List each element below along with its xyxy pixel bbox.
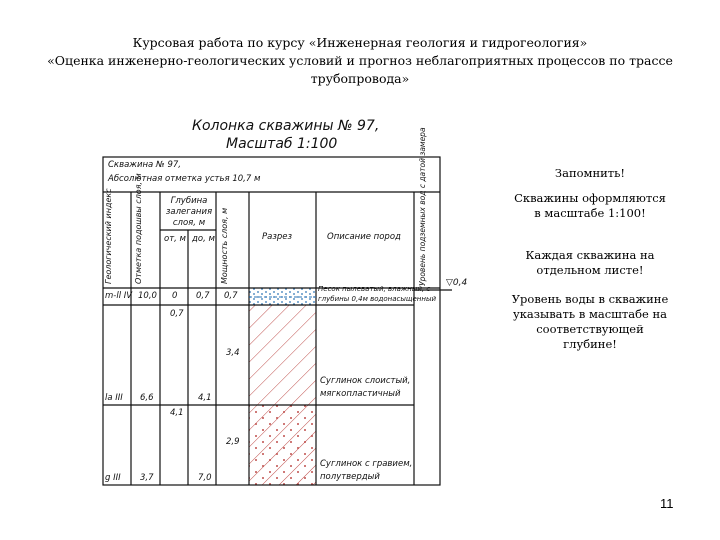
layer-3-index: g III: [105, 473, 121, 483]
note-one-sheet: Каждая скважина на отдельном листе!: [525, 248, 655, 277]
layer-3-to: 7,0: [198, 473, 212, 483]
water-level-marker: ▽0,4: [446, 278, 468, 288]
column-title: Колонка скважины № 97,: [192, 118, 380, 134]
section-fills: [249, 288, 316, 485]
collar-elevation: Абсолютная отметка устья 10,7 м: [108, 174, 261, 184]
layer-2-elev: 6,6: [140, 393, 154, 403]
layer-2-to: 4,1: [198, 393, 212, 403]
layer-2-desc-2: мягкопластичный: [320, 389, 401, 399]
col-header-to: до, м: [192, 234, 215, 244]
course-title: Курсовая работа по курсу «Инженерная геология и гидрогеология»: [132, 35, 588, 50]
col-header-index: Геологический индекс: [104, 188, 113, 284]
layer-1-from: 0: [172, 291, 178, 301]
loam-layer-fill: [249, 305, 316, 405]
note-scale: Скважины оформляются в масштабе 1:100!: [514, 191, 666, 220]
layer-3-thickness: 2,9: [226, 437, 240, 447]
layer-1-desc-1: Песок пылеватый, влажный, с: [318, 285, 431, 293]
column-scale: Масштаб 1:100: [226, 136, 338, 152]
col-header-from: от, м: [164, 234, 186, 244]
layer-3-from: 4,1: [170, 408, 184, 418]
col-header-thickness: Мощность слоя, м: [220, 207, 229, 284]
layer-1-elev: 10,0: [138, 291, 157, 301]
well-number: Скважина № 97,: [108, 160, 181, 170]
col-header-section: Разрез: [262, 232, 292, 242]
gravel-loam-fill-dots: [249, 405, 316, 485]
layer-2-desc-1: Суглинок слоистый,: [320, 376, 411, 386]
layer-1-index: m-ll IV: [105, 291, 133, 301]
col-header-elev: Отметка подошвы слоя, м: [134, 173, 143, 284]
col-header-depth: Глубина залегания слоя, м: [165, 196, 213, 228]
col-header-description: Описание пород: [327, 232, 401, 242]
layer-2-from: 0,7: [170, 309, 184, 319]
layer-1-to: 0,7: [196, 291, 210, 301]
layer-3-desc-1: Суглинок с гравием,: [320, 459, 413, 469]
col-header-water: Уровень подземных вод с датой замера: [418, 127, 427, 286]
topic-title: «Оценка инженерно-геологических условий и прогноз неблагоприятных процессов по трассе трубопровода»: [47, 53, 673, 86]
notes-title: Запомнить!: [554, 166, 626, 180]
layer-3-desc-2: полутвердый: [320, 472, 380, 482]
layer-2-index: la III: [105, 393, 123, 403]
note-water-level: Уровень воды в скважине указывать в масштабе на соответствующей глубине!: [511, 292, 669, 351]
layer-2-thickness: 3,4: [226, 348, 240, 358]
page-number: 11: [660, 496, 674, 511]
layer-1-desc-2: глубины 0,4м водонасыщенный: [318, 295, 437, 303]
layer-1-thickness: 0,7: [224, 291, 238, 301]
layer-3-elev: 3,7: [140, 473, 154, 483]
